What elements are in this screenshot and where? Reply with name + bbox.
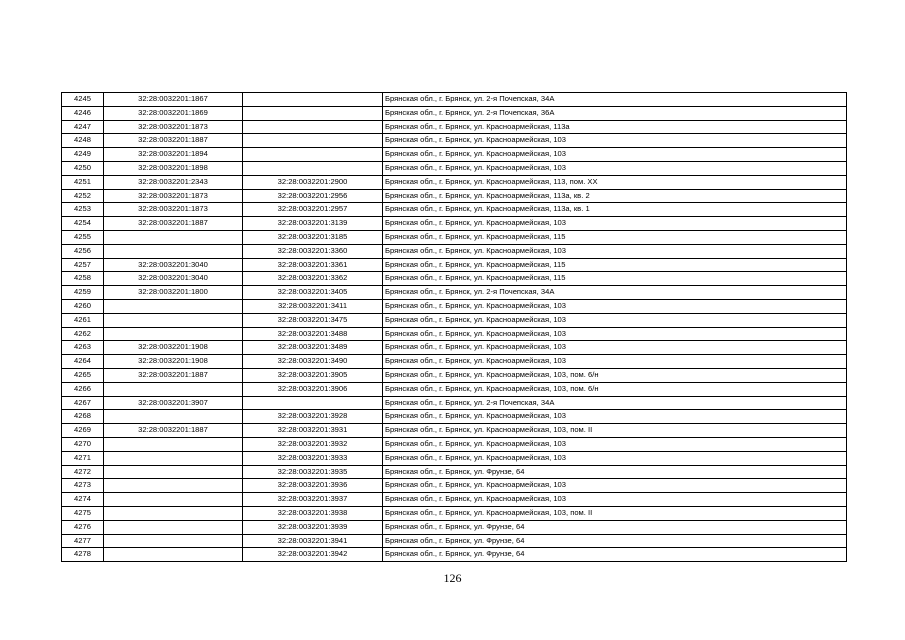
cadastral-number-cell: 32:28:0032201:3928	[243, 410, 383, 424]
cadastral-number-cell: 32:28:0032201:3360	[243, 244, 383, 258]
cadastral-number-cell	[104, 244, 243, 258]
cadastral-number-cell: 32:28:0032201:2900	[243, 175, 383, 189]
cadastral-number-cell	[243, 161, 383, 175]
row-number-cell: 4261	[62, 313, 104, 327]
cadastral-number-cell: 32:28:0032201:3939	[243, 520, 383, 534]
cadastral-number-cell: 32:28:0032201:1908	[104, 341, 243, 355]
cadastral-number-cell: 32:28:0032201:3362	[243, 272, 383, 286]
table-row	[62, 244, 847, 258]
table-row	[62, 175, 847, 189]
table-row	[62, 272, 847, 286]
table-row	[62, 451, 847, 465]
table-row	[62, 424, 847, 438]
cadastral-number-cell: 32:28:0032201:2343	[104, 175, 243, 189]
address-cell: Брянская обл., г. Брянск, ул. Красноармейская, 103	[383, 479, 847, 493]
cadastral-number-cell: 32:28:0032201:1887	[104, 368, 243, 382]
cadastral-number-cell: 32:28:0032201:3938	[243, 506, 383, 520]
cadastral-number-cell	[104, 548, 243, 562]
address-cell: Брянская обл., г. Брянск, ул. Красноармейская, 103, пом. 6/н	[383, 382, 847, 396]
cadastral-number-cell: 32:28:0032201:3489	[243, 341, 383, 355]
cadastral-number-cell	[243, 396, 383, 410]
row-number-cell: 4251	[62, 175, 104, 189]
address-cell: Брянская обл., г. Брянск, ул. Красноармейская, 103	[383, 341, 847, 355]
cadastral-number-cell: 32:28:0032201:1873	[104, 120, 243, 134]
address-cell: Брянская обл., г. Брянск, ул. Фрунзе, 64	[383, 520, 847, 534]
cadastral-number-cell: 32:28:0032201:1887	[104, 134, 243, 148]
row-number-cell: 4269	[62, 424, 104, 438]
table-row	[62, 106, 847, 120]
cadastral-number-cell: 32:28:0032201:3405	[243, 286, 383, 300]
table-row	[62, 258, 847, 272]
address-cell: Брянская обл., г. Брянск, ул. Красноармейская, 103	[383, 217, 847, 231]
cadastral-number-cell: 32:28:0032201:3942	[243, 548, 383, 562]
table-row	[62, 299, 847, 313]
cadastral-number-cell	[243, 148, 383, 162]
cadastral-number-cell	[104, 534, 243, 548]
cadastral-number-cell: 32:28:0032201:3906	[243, 382, 383, 396]
row-number-cell: 4266	[62, 382, 104, 396]
cadastral-number-cell: 32:28:0032201:3937	[243, 493, 383, 507]
table-row	[62, 217, 847, 231]
address-cell: Брянская обл., г. Брянск, ул. Красноармейская, 103	[383, 148, 847, 162]
page-number: 126	[443, 571, 462, 585]
cadastral-number-cell: 32:28:0032201:3490	[243, 355, 383, 369]
address-cell: Брянская обл., г. Брянск, ул. Красноармейская, 113а, кв. 1	[383, 203, 847, 217]
table-row	[62, 93, 847, 107]
row-number-cell: 4247	[62, 120, 104, 134]
address-cell: Брянская обл., г. Брянск, ул. Красноармейская, 103	[383, 244, 847, 258]
address-cell: Брянская обл., г. Брянск, ул. 2-я Почепская, 34А	[383, 93, 847, 107]
address-cell: Брянская обл., г. Брянск, ул. Красноармейская, 115	[383, 258, 847, 272]
row-number-cell: 4274	[62, 493, 104, 507]
cadastral-number-cell: 32:28:0032201:1873	[104, 203, 243, 217]
cadastral-number-cell: 32:28:0032201:3040	[104, 272, 243, 286]
cadastral-number-cell: 32:28:0032201:1873	[104, 189, 243, 203]
row-number-cell: 4276	[62, 520, 104, 534]
cadastral-number-cell: 32:28:0032201:3488	[243, 327, 383, 341]
row-number-cell: 4265	[62, 368, 104, 382]
table-row	[62, 410, 847, 424]
table-row	[62, 396, 847, 410]
table-body	[62, 93, 847, 562]
address-cell: Брянская обл., г. Брянск, ул. 2-я Почепская, 34А	[383, 396, 847, 410]
cadastral-number-cell	[104, 437, 243, 451]
table-row	[62, 286, 847, 300]
row-number-cell: 4253	[62, 203, 104, 217]
table-row	[62, 506, 847, 520]
address-cell: Брянская обл., г. Брянск, ул. Красноармейская, 103	[383, 437, 847, 451]
address-cell: Брянская обл., г. Брянск, ул. Красноармейская, 103	[383, 493, 847, 507]
cadastral-number-cell	[104, 410, 243, 424]
address-cell: Брянская обл., г. Брянск, ул. Красноармейская, 103, пом. II	[383, 424, 847, 438]
cadastral-number-cell	[243, 120, 383, 134]
address-cell: Брянская обл., г. Брянск, ул. Красноармейская, 103	[383, 451, 847, 465]
address-cell: Брянская обл., г. Брянск, ул. Красноармейская, 103	[383, 161, 847, 175]
row-number-cell: 4263	[62, 341, 104, 355]
cadastral-number-cell	[104, 520, 243, 534]
table-row	[62, 134, 847, 148]
cadastral-number-cell: 32:28:0032201:3933	[243, 451, 383, 465]
cadastral-number-cell: 32:28:0032201:1869	[104, 106, 243, 120]
cadastral-number-cell: 32:28:0032201:1908	[104, 355, 243, 369]
row-number-cell: 4255	[62, 230, 104, 244]
address-cell: Брянская обл., г. Брянск, ул. Фрунзе, 64	[383, 534, 847, 548]
address-cell: Брянская обл., г. Брянск, ул. Красноармейская, 113, пом. XX	[383, 175, 847, 189]
address-cell: Брянская обл., г. Брянск, ул. Красноармейская, 103	[383, 355, 847, 369]
cadastral-number-cell: 32:28:0032201:2957	[243, 203, 383, 217]
row-number-cell: 4268	[62, 410, 104, 424]
cadastral-number-cell	[104, 465, 243, 479]
cadastral-number-cell: 32:28:0032201:3475	[243, 313, 383, 327]
row-number-cell: 4254	[62, 217, 104, 231]
table-row	[62, 368, 847, 382]
table-row	[62, 437, 847, 451]
cadastral-number-cell: 32:28:0032201:3931	[243, 424, 383, 438]
address-cell: Брянская обл., г. Брянск, ул. Фрунзе, 64	[383, 465, 847, 479]
cadastral-number-cell	[243, 134, 383, 148]
cadastral-number-cell: 32:28:0032201:3411	[243, 299, 383, 313]
cadastral-number-cell	[104, 230, 243, 244]
table-row	[62, 313, 847, 327]
row-number-cell: 4275	[62, 506, 104, 520]
address-cell: Брянская обл., г. Брянск, ул. Красноармейская, 103, пом. II	[383, 506, 847, 520]
row-number-cell: 4249	[62, 148, 104, 162]
row-number-cell: 4257	[62, 258, 104, 272]
address-cell: Брянская обл., г. Брянск, ул. 2-я Почепская, 34А	[383, 286, 847, 300]
cadastral-number-cell	[104, 451, 243, 465]
cadastral-number-cell: 32:28:0032201:3905	[243, 368, 383, 382]
cadastral-table	[61, 92, 847, 562]
row-number-cell: 4273	[62, 479, 104, 493]
row-number-cell: 4258	[62, 272, 104, 286]
row-number-cell: 4250	[62, 161, 104, 175]
table-row	[62, 548, 847, 562]
row-number-cell: 4278	[62, 548, 104, 562]
cadastral-number-cell: 32:28:0032201:3907	[104, 396, 243, 410]
table-row	[62, 327, 847, 341]
address-cell: Брянская обл., г. Брянск, ул. Красноармейская, 113а, кв. 2	[383, 189, 847, 203]
row-number-cell: 4271	[62, 451, 104, 465]
row-number-cell: 4262	[62, 327, 104, 341]
table-row	[62, 382, 847, 396]
table-row	[62, 355, 847, 369]
cadastral-number-cell: 32:28:0032201:3139	[243, 217, 383, 231]
cadastral-number-cell	[243, 93, 383, 107]
row-number-cell: 4245	[62, 93, 104, 107]
row-number-cell: 4264	[62, 355, 104, 369]
table-row	[62, 203, 847, 217]
cadastral-number-cell	[104, 299, 243, 313]
cadastral-number-cell: 32:28:0032201:1887	[104, 217, 243, 231]
address-cell: Брянская обл., г. Брянск, ул. Красноармейская, 113а	[383, 120, 847, 134]
cadastral-number-cell	[104, 382, 243, 396]
address-cell: Брянская обл., г. Брянск, ул. 2-я Почепская, 36А	[383, 106, 847, 120]
row-number-cell: 4252	[62, 189, 104, 203]
address-cell: Брянская обл., г. Брянск, ул. Красноармейская, 103	[383, 410, 847, 424]
cadastral-number-cell: 32:28:0032201:2956	[243, 189, 383, 203]
row-number-cell: 4259	[62, 286, 104, 300]
cadastral-number-cell: 32:28:0032201:3040	[104, 258, 243, 272]
row-number-cell: 4272	[62, 465, 104, 479]
row-number-cell: 4256	[62, 244, 104, 258]
cadastral-number-cell: 32:28:0032201:3941	[243, 534, 383, 548]
row-number-cell: 4270	[62, 437, 104, 451]
cadastral-number-cell: 32:28:0032201:3936	[243, 479, 383, 493]
cadastral-number-cell	[243, 106, 383, 120]
address-cell: Брянская обл., г. Брянск, ул. Красноармейская, 103	[383, 134, 847, 148]
address-cell: Брянская обл., г. Брянск, ул. Красноармейская, 103	[383, 327, 847, 341]
address-cell: Брянская обл., г. Брянск, ул. Красноармейская, 103	[383, 299, 847, 313]
row-number-cell: 4248	[62, 134, 104, 148]
cadastral-number-cell	[104, 506, 243, 520]
table-row	[62, 493, 847, 507]
row-number-cell: 4260	[62, 299, 104, 313]
table-row	[62, 465, 847, 479]
table-row	[62, 161, 847, 175]
table-row	[62, 148, 847, 162]
cadastral-number-cell: 32:28:0032201:1894	[104, 148, 243, 162]
address-cell: Брянская обл., г. Брянск, ул. Красноармейская, 103, пом. 6/н	[383, 368, 847, 382]
address-cell: Брянская обл., г. Брянск, ул. Фрунзе, 64	[383, 548, 847, 562]
table-row	[62, 230, 847, 244]
cadastral-number-cell	[104, 493, 243, 507]
table-row	[62, 479, 847, 493]
address-cell: Брянская обл., г. Брянск, ул. Красноармейская, 103	[383, 313, 847, 327]
cadastral-number-cell: 32:28:0032201:1887	[104, 424, 243, 438]
cadastral-number-cell: 32:28:0032201:1800	[104, 286, 243, 300]
table-row	[62, 189, 847, 203]
table-row	[62, 120, 847, 134]
cadastral-number-cell: 32:28:0032201:3361	[243, 258, 383, 272]
cadastral-number-cell: 32:28:0032201:3935	[243, 465, 383, 479]
cadastral-number-cell: 32:28:0032201:1898	[104, 161, 243, 175]
cadastral-number-cell	[104, 327, 243, 341]
row-number-cell: 4277	[62, 534, 104, 548]
cadastral-number-cell: 32:28:0032201:1867	[104, 93, 243, 107]
row-number-cell: 4246	[62, 106, 104, 120]
table-row	[62, 534, 847, 548]
cadastral-number-cell	[104, 313, 243, 327]
row-number-cell: 4267	[62, 396, 104, 410]
cadastral-number-cell: 32:28:0032201:3932	[243, 437, 383, 451]
address-cell: Брянская обл., г. Брянск, ул. Красноармейская, 115	[383, 272, 847, 286]
cadastral-number-cell: 32:28:0032201:3185	[243, 230, 383, 244]
table-row	[62, 341, 847, 355]
table-row	[62, 520, 847, 534]
cadastral-number-cell	[104, 479, 243, 493]
address-cell: Брянская обл., г. Брянск, ул. Красноармейская, 115	[383, 230, 847, 244]
